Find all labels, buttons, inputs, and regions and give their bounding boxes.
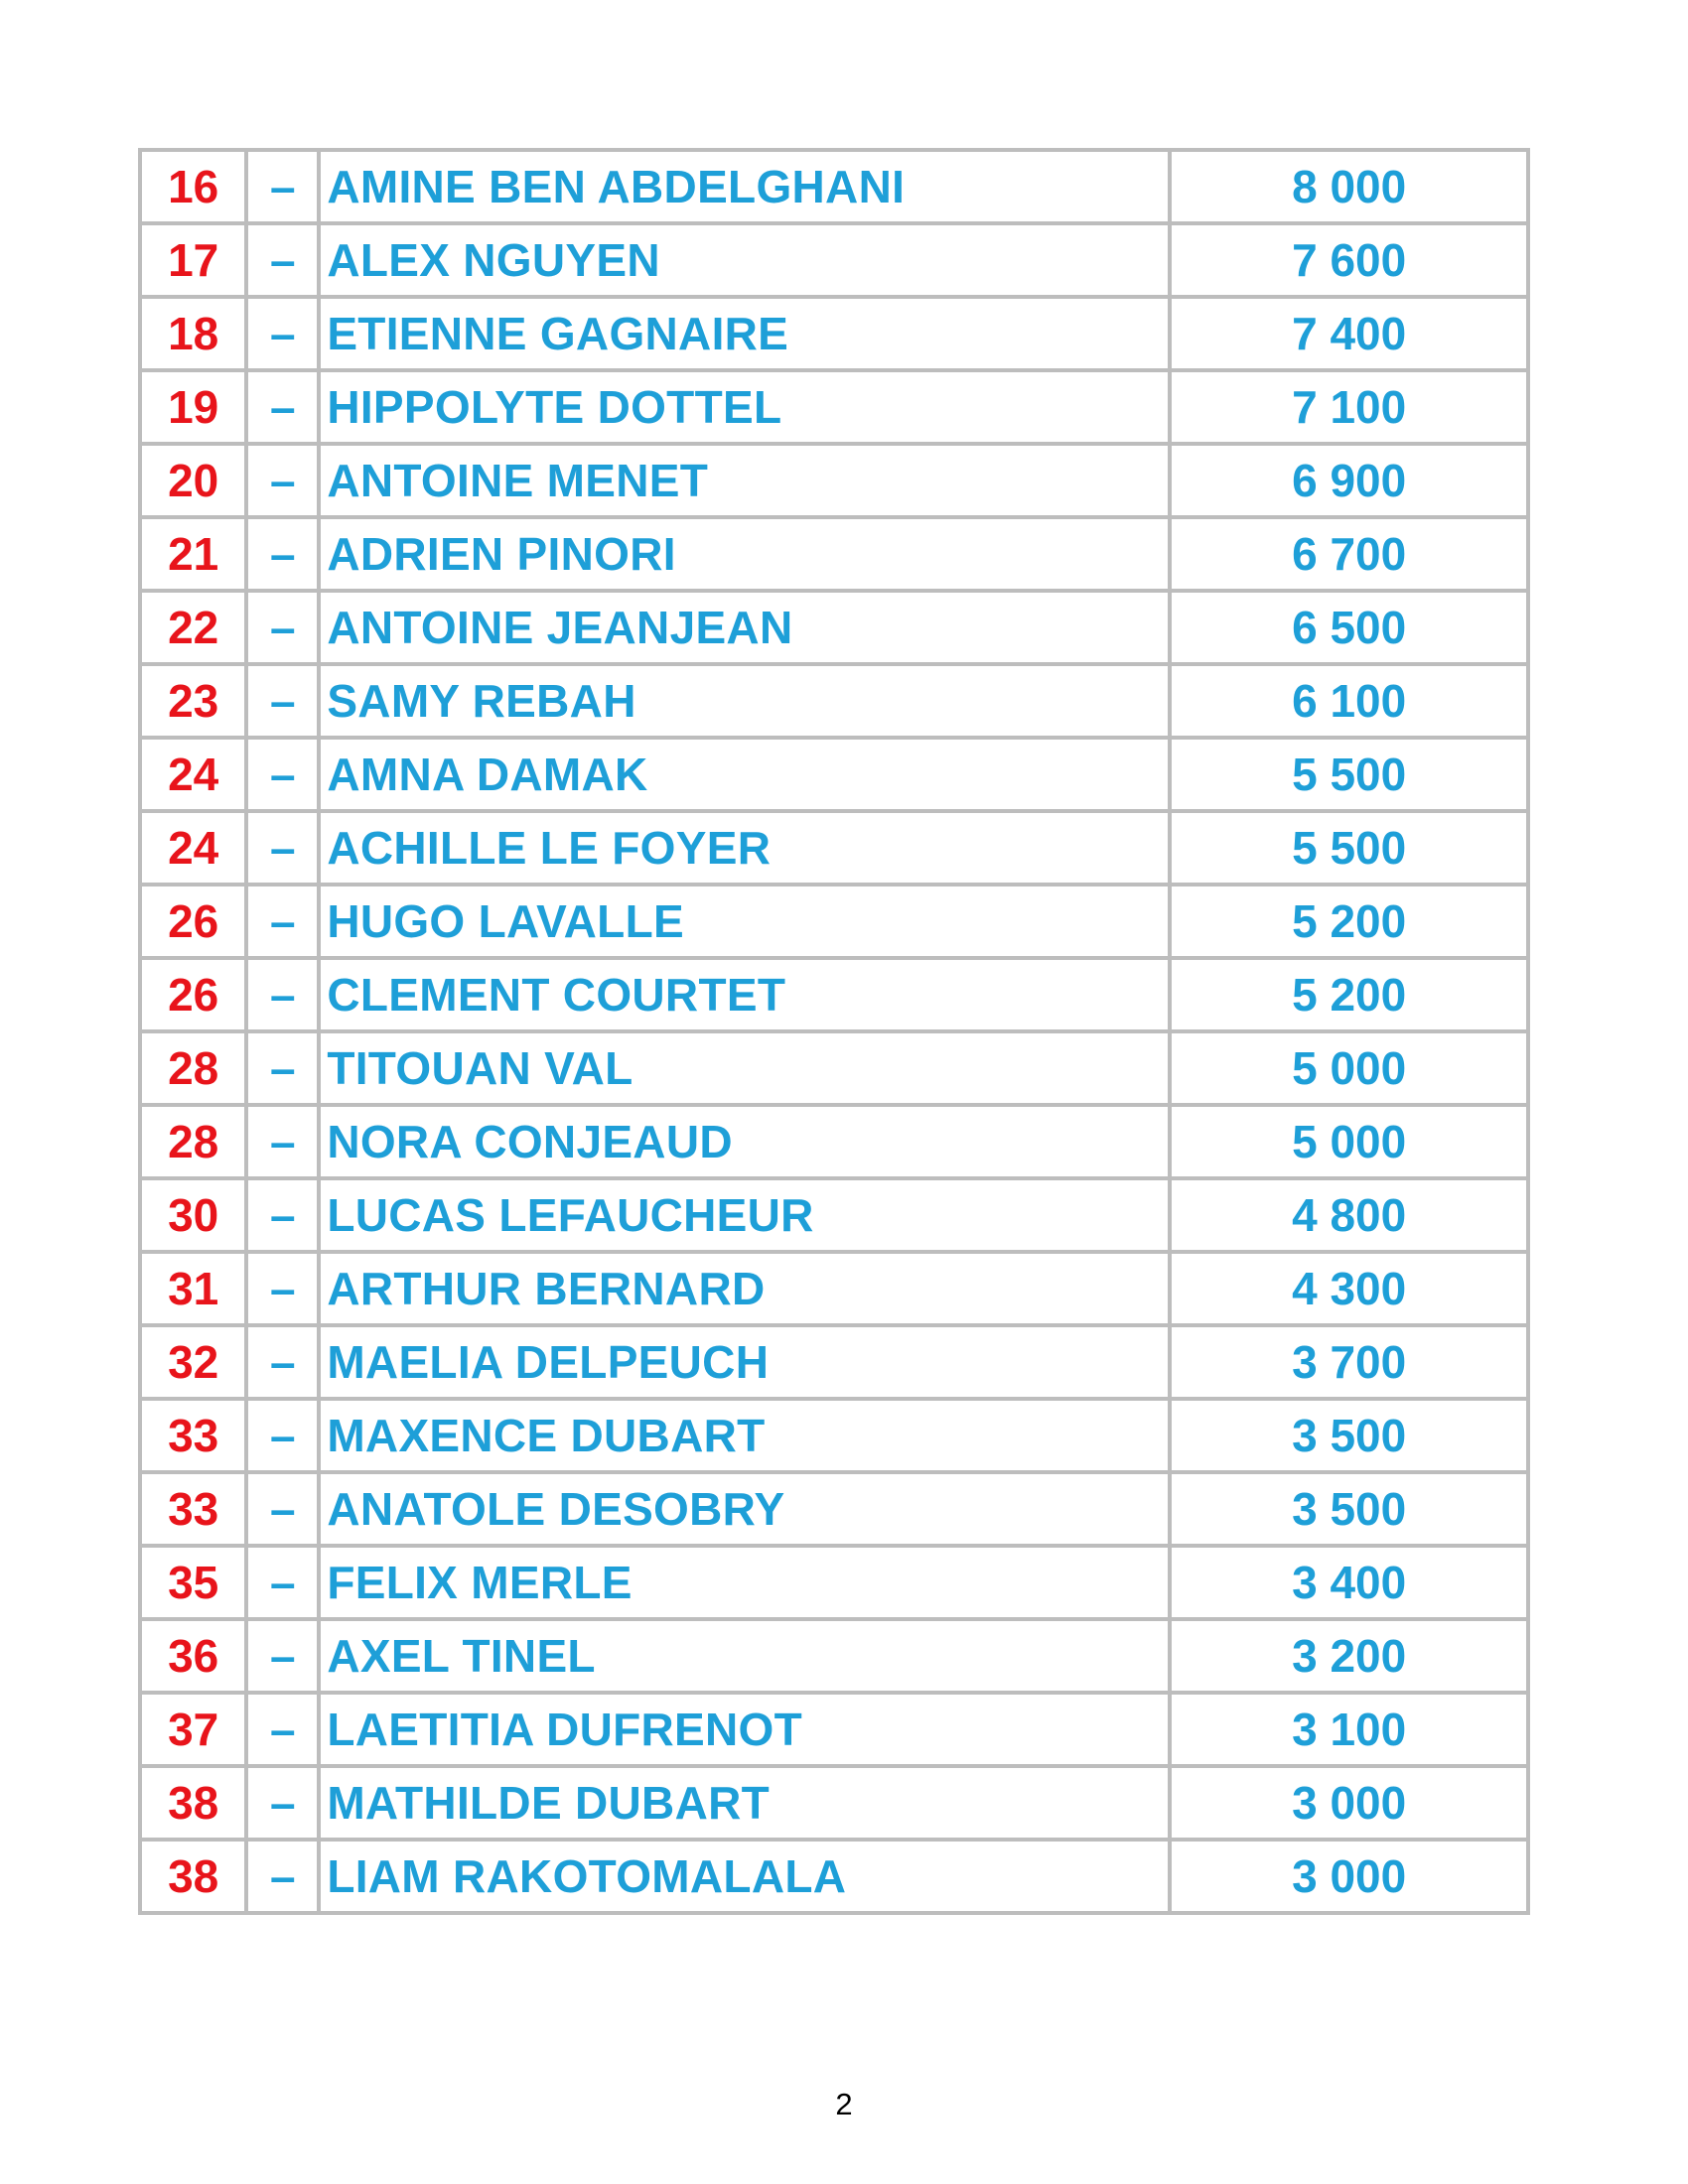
rank-cell: 37 [140,1693,246,1766]
table-row [140,1178,1528,1252]
name-cell: MATHILDE DUBART [319,1766,1170,1840]
separator-cell: – [246,1472,319,1546]
table-row [140,1766,1528,1840]
name-cell: FELIX MERLE [319,1546,1170,1619]
table-row [140,958,1528,1031]
name-cell: LIAM RAKOTOMALALA [319,1840,1170,1913]
separator-cell: – [246,1325,319,1399]
points-cell: 3 500 [1170,1399,1528,1472]
separator-cell: – [246,664,319,738]
name-cell: ADRIEN PINORI [319,517,1170,591]
separator-cell: – [246,1105,319,1178]
rank-cell: 28 [140,1105,246,1178]
table-row [140,885,1528,958]
name-cell: AXEL TINEL [319,1619,1170,1693]
name-cell: HIPPOLYTE DOTTEL [319,370,1170,444]
points-cell: 5 000 [1170,1031,1528,1105]
table-row [140,591,1528,664]
points-cell: 3 700 [1170,1325,1528,1399]
rank-cell: 19 [140,370,246,444]
rank-cell: 21 [140,517,246,591]
separator-cell: – [246,223,319,297]
name-cell: ANTOINE MENET [319,444,1170,517]
ranking-table-body [140,150,1528,1913]
separator-cell: – [246,885,319,958]
name-cell: MAELIA DELPEUCH [319,1325,1170,1399]
rank-cell: 18 [140,297,246,370]
table-row [140,223,1528,297]
points-cell: 5 000 [1170,1105,1528,1178]
points-cell: 3 500 [1170,1472,1528,1546]
points-cell: 5 500 [1170,811,1528,885]
points-cell: 3 200 [1170,1619,1528,1693]
points-cell: 8 000 [1170,150,1528,223]
points-cell: 5 200 [1170,885,1528,958]
name-cell: ALEX NGUYEN [319,223,1170,297]
points-cell: 6 500 [1170,591,1528,664]
name-cell: AMINE BEN ABDELGHANI [319,150,1170,223]
page-number: 2 [835,2087,853,2121]
name-cell: LUCAS LEFAUCHEUR [319,1178,1170,1252]
name-cell: ANTOINE JEANJEAN [319,591,1170,664]
rank-cell: 17 [140,223,246,297]
table-row [140,444,1528,517]
rank-cell: 35 [140,1546,246,1619]
separator-cell: – [246,1693,319,1766]
points-cell: 4 800 [1170,1178,1528,1252]
table-row [140,1031,1528,1105]
points-cell: 3 400 [1170,1546,1528,1619]
separator-cell: – [246,1766,319,1840]
separator-cell: – [246,1399,319,1472]
table-row [140,664,1528,738]
rank-cell: 28 [140,1031,246,1105]
separator-cell: – [246,1619,319,1693]
points-cell: 7 100 [1170,370,1528,444]
points-cell: 5 200 [1170,958,1528,1031]
separator-cell: – [246,1252,319,1325]
table-row [140,1472,1528,1546]
rank-cell: 30 [140,1178,246,1252]
points-cell: 6 100 [1170,664,1528,738]
points-cell: 6 900 [1170,444,1528,517]
separator-cell: – [246,370,319,444]
rank-cell: 33 [140,1399,246,1472]
separator-cell: – [246,444,319,517]
separator-cell: – [246,1031,319,1105]
table-row [140,1399,1528,1472]
name-cell: HUGO LAVALLE [319,885,1170,958]
rank-cell: 36 [140,1619,246,1693]
separator-cell: – [246,811,319,885]
rank-cell: 23 [140,664,246,738]
name-cell: NORA CONJEAUD [319,1105,1170,1178]
rank-cell: 31 [140,1252,246,1325]
table-row [140,1546,1528,1619]
table-row [140,297,1528,370]
table-row [140,811,1528,885]
table-row [140,1252,1528,1325]
name-cell: LAETITIA DUFRENOT [319,1693,1170,1766]
rank-cell: 24 [140,811,246,885]
points-cell: 7 600 [1170,223,1528,297]
name-cell: ETIENNE GAGNAIRE [319,297,1170,370]
name-cell: SAMY REBAH [319,664,1170,738]
separator-cell: – [246,297,319,370]
points-cell: 3 000 [1170,1840,1528,1913]
separator-cell: – [246,1840,319,1913]
separator-cell: – [246,1546,319,1619]
name-cell: MAXENCE DUBART [319,1399,1170,1472]
rank-cell: 38 [140,1840,246,1913]
table-row [140,738,1528,811]
table-row [140,150,1528,223]
name-cell: CLEMENT COURTET [319,958,1170,1031]
points-cell: 4 300 [1170,1252,1528,1325]
separator-cell: – [246,517,319,591]
ranking-table [138,148,1530,1915]
points-cell: 6 700 [1170,517,1528,591]
points-cell: 7 400 [1170,297,1528,370]
table-row [140,517,1528,591]
table-row [140,1619,1528,1693]
separator-cell: – [246,958,319,1031]
table-row [140,1105,1528,1178]
rank-cell: 32 [140,1325,246,1399]
name-cell: TITOUAN VAL [319,1031,1170,1105]
rank-cell: 16 [140,150,246,223]
separator-cell: – [246,150,319,223]
name-cell: ANATOLE DESOBRY [319,1472,1170,1546]
rank-cell: 38 [140,1766,246,1840]
rank-cell: 20 [140,444,246,517]
rank-cell: 33 [140,1472,246,1546]
separator-cell: – [246,738,319,811]
table-row [140,1325,1528,1399]
points-cell: 3 100 [1170,1693,1528,1766]
rank-cell: 24 [140,738,246,811]
table-row [140,1693,1528,1766]
name-cell: ARTHUR BERNARD [319,1252,1170,1325]
table-row [140,1840,1528,1913]
rank-cell: 22 [140,591,246,664]
points-cell: 5 500 [1170,738,1528,811]
name-cell: ACHILLE LE FOYER [319,811,1170,885]
name-cell: AMNA DAMAK [319,738,1170,811]
table-row [140,370,1528,444]
separator-cell: – [246,1178,319,1252]
points-cell: 3 000 [1170,1766,1528,1840]
separator-cell: – [246,591,319,664]
rank-cell: 26 [140,885,246,958]
rank-cell: 26 [140,958,246,1031]
